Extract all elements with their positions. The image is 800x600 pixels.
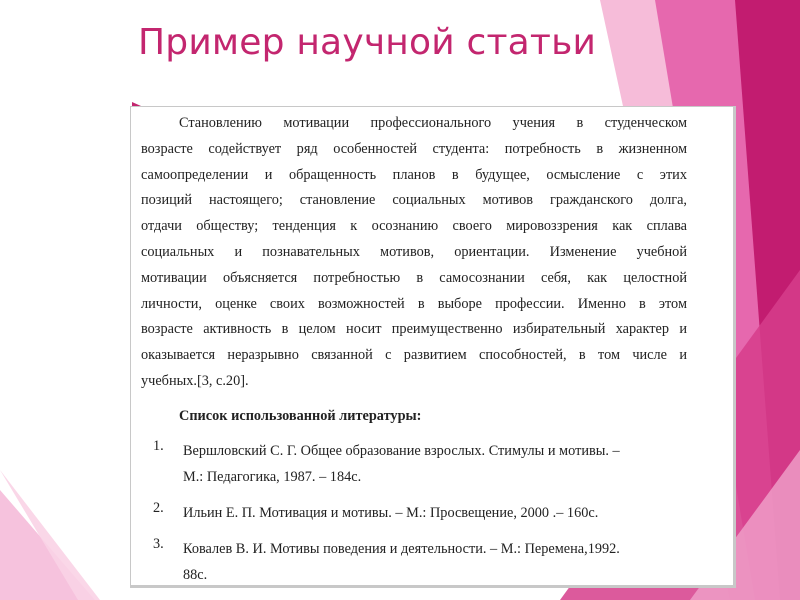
document-screenshot-frame (130, 106, 736, 588)
paragraph-line: самоопределении и обращенность планов в будущее, осмысление с этих (141, 166, 687, 183)
reference-text (183, 500, 687, 526)
left-pink-shape (0, 420, 95, 600)
reference-item (141, 500, 687, 526)
paragraph-line: личности, оценке своих возможностей в выборе профессии. Именно в этом (141, 295, 687, 312)
reference-item (141, 438, 687, 490)
paragraph-line: возрасте активность в целом носит преимущественно избирательный характер и (141, 321, 687, 338)
reference-item (141, 536, 687, 588)
article-paragraph (141, 111, 687, 395)
reference-line: Ильин Е. П. Мотивация и мотивы. – М.: Просвещение, 2000 .– 160с. (183, 504, 599, 521)
paragraph-line: оказывается неразрывно связанной с развитием способностей, в том числе и (141, 347, 687, 364)
references-heading: Список использованной литературы: (179, 407, 422, 424)
paragraph-line: отдачи обществу; тенденция к осознанию своего мировоззрения как сплава (141, 218, 687, 235)
references-list (141, 438, 687, 588)
paragraph-line: Становлению мотивации профессионального учения в студенческом (179, 115, 687, 131)
reference-line: Вершловский С. Г. Общее образование взрослых. Стимулы и мотивы. – (183, 442, 620, 459)
reference-number: 3. (153, 535, 164, 552)
reference-text (183, 536, 687, 588)
document-page (131, 107, 733, 585)
paragraph-line: позиций настоящего; становление социальных мотивов гражданского долга, (141, 192, 687, 209)
paragraph-line: социальных и познавательных мотивов, ориентации. Изменение учебной (141, 243, 687, 260)
paragraph-line: возрасте содействует ряд особенностей студента: потребность в жизненном (141, 140, 687, 157)
document-body (141, 111, 687, 598)
reference-number: 1. (153, 437, 164, 454)
paragraph-line: учебных.[3, с.20]. (141, 372, 249, 389)
paragraph-line: мотивации объясняется потребностью в самосознании себя, как целостной (141, 269, 687, 286)
slide-title: Пример научной статьи (138, 22, 597, 63)
reference-line: 88с. (183, 566, 208, 583)
reference-text (183, 438, 687, 490)
reference-number: 2. (153, 499, 164, 516)
reference-line: М.: Педагогика, 1987. – 184с. (183, 468, 362, 485)
reference-line: Ковалев В. И. Мотивы поведения и деятельности. – М.: Перемена,1992. (183, 540, 620, 557)
